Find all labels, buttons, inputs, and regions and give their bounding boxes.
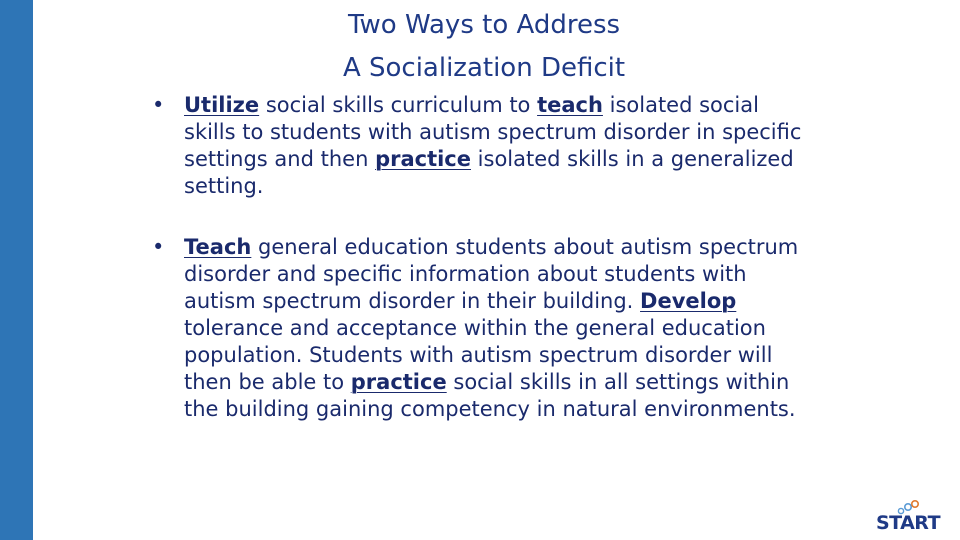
bullet-marker: • — [152, 93, 165, 117]
emphasized-keyword: Utilize — [184, 93, 260, 117]
bullet-text-run: general education students about autism spectrum disorder and specific information about students with autism spectrum disorder in their building. — [184, 235, 799, 313]
emphasized-keyword: practice — [350, 370, 447, 394]
emphasized-keyword: practice — [375, 147, 471, 171]
bullet-text-run: isolated skills in a generalized setting. — [184, 147, 794, 198]
bullet-text-run: social skills in all settings within the building gaining competency in natural environments. — [184, 370, 796, 421]
bullet-marker: • — [152, 235, 165, 259]
bullet-list — [152, 92, 812, 423]
slide-title-line-2: A Socialization Deficit — [342, 53, 626, 83]
bullet-item — [152, 92, 812, 200]
bullet-text-run: social skills curriculum to — [259, 93, 538, 117]
bullet-item — [152, 234, 812, 423]
bullet-text-run: isolated social skills to students with autism spectrum disorder in specific settings and then — [184, 93, 802, 171]
side-accent-bar — [0, 0, 33, 540]
emphasized-keyword: Teach — [184, 235, 252, 259]
emphasized-keyword: teach — [537, 93, 603, 117]
bullet-text — [184, 93, 801, 198]
bullet-text-run: tolerance and acceptance within the general education population. Students with autism spectrum disorder will then be able to — [184, 316, 773, 394]
bullet-text — [184, 235, 798, 421]
start-logo-text: START — [875, 512, 941, 534]
emphasized-keyword: Develop — [640, 289, 737, 313]
slide-title-line-1: Two Ways to Address — [347, 10, 621, 40]
start-logo — [868, 500, 948, 536]
slide-title — [234, 4, 734, 90]
